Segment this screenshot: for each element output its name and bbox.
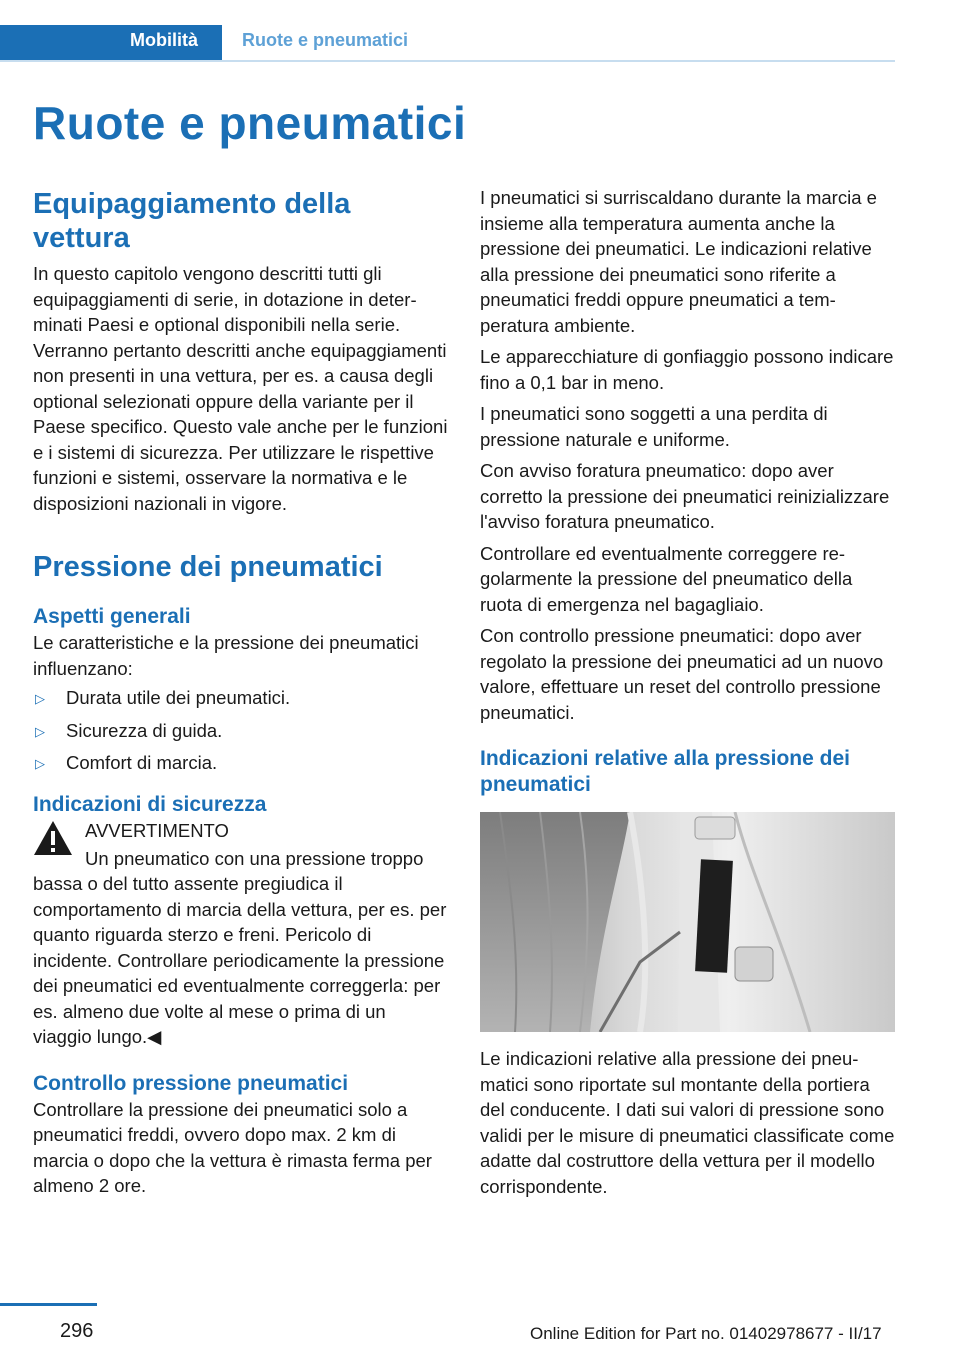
left-column — [33, 187, 449, 1199]
edition-note: Online Edition for Part no. 01402978677 - II/17 — [530, 1324, 882, 1343]
paragraph-aspetti: Le caratteristiche e la pressione dei pneumatici influenzano: — [33, 632, 419, 679]
footer-rule — [0, 1303, 97, 1306]
tab-ruote-e-pneumatici[interactable]: Ruote e pneumatici — [242, 30, 409, 50]
list-item: ▷ Sicurezza di guida. — [33, 718, 449, 744]
triangle-bullet-icon: ▷ — [35, 756, 45, 771]
paragraph-apparecchiature: Le apparecchiature di gonfiaggio possono indicare fino a 0,1 bar in meno. — [480, 346, 894, 393]
tab-mobilita-label: Mobilità — [130, 30, 198, 50]
header-rule — [0, 60, 895, 62]
paragraph-surriscaldano: I pneumatici si surriscaldano durante la marcia e insieme alla temperatura aumenta anche la pressione dei pneumatici. Le indicazioni relative alla pressione dei pneumatici sono riferite a pneumatici freddi oppure pneumatici a temperatura ambiente. — [480, 187, 877, 336]
right-column — [480, 185, 896, 1199]
paragraph-avviso-foratura: Con avviso foratura pneumatico: dopo aver corretto la pressione dei pneumatici reinizializzare l'avviso foratura pneumatico. — [480, 460, 890, 532]
tab-mobilita[interactable] — [0, 25, 222, 62]
list-item: ▷ Comfort di marcia. — [33, 750, 449, 776]
door-pillar-photo — [480, 812, 895, 1032]
paragraph-controllo-pressione: Con controllo pressione pneumatici: dopo aver regolato la pressione dei pneumatici ad un nuovo valore, effettuare un reset del controllo pressione pneumatici. — [480, 625, 884, 723]
heading-sicurezza: Indicazioni di sicurezza — [33, 792, 267, 816]
triangle-bullet-icon: ▷ — [35, 723, 45, 739]
warning-triangle-icon — [33, 820, 73, 856]
page-title: Ruote e pneumatici — [33, 97, 467, 149]
bullet-list — [33, 685, 449, 776]
paragraph-equipaggiamento: In questo capitolo vengono descritti tutti gli equipaggiamenti di serie, in dotazione in determinati Paesi e optional disponibili nella serie. Verranno pertanto descritti anche equipaggiamenti non presenti in una vettura, per es. a causa degli optional selezionati oppure della variante per il Paese specifico. Questo vale anche per le funzioni e i sistemi di sicurezza. Per utilizzare le rispettive funzioni e sistemi, osservare la normativa e le disposizioni nazionali in vigore. — [33, 263, 448, 514]
heading-equipaggiamento: Equipaggiamento della vettura — [33, 188, 351, 254]
heading-aspetti-generali: Aspetti generali — [33, 605, 191, 628]
paragraph-controllo: Controllare la pressione dei pneumatici solo a pneumatici freddi, ovvero dopo max. 2 km di marcia o dopo che la vettura è rimasta ferma per almeno 2 ore. — [33, 1098, 432, 1196]
heading-pressione: Pressione dei pneumatici — [33, 551, 383, 583]
list-item: ▷ Durata utile dei pneumatici. — [33, 685, 449, 711]
heading-controllo: Controllo pressione pneumatici — [33, 1071, 349, 1095]
warning-label: AVVERTIMENTO — [85, 819, 229, 841]
warning-block — [33, 818, 449, 858]
page-number: 296 — [60, 1320, 94, 1342]
heading-indicazioni-pressione: Indicazioni relative alla pressione dei pneumatici — [480, 747, 850, 796]
paragraph-indicazioni: Le indicazioni relative alla pressione dei pneumatici sono riportate sul montante della portiera del conducente. I dati sui valori di pressione sono validi per le misure di pneumatici classificate come adatte dal costruttore della vettura per il modello corrispondente. — [480, 1048, 895, 1197]
paragraph-perdita: I pneumatici sono soggetti a una perdita di pressione naturale e uniforme. — [480, 403, 828, 450]
triangle-bullet-icon: ▷ — [35, 691, 45, 706]
warning-text: Un pneumatico con una pressione troppo bassa o del tutto assente pregiudica il comportamento di marcia della vettura, per es. per quanto riguarda sterzo e freni. Pericolo di incidente. Controllare periodicamente la pressione dei pneumatici ed eventualmente correggerla: per es. almeno due volte al mese o prima di un viaggio lungo.◀ — [33, 847, 447, 1047]
paragraph-ruota-emergenza: Controllare ed eventualmente correggere regolarmente la pressione del pneumatico della ruota di emergenza nel bagagliaio. — [480, 542, 853, 615]
